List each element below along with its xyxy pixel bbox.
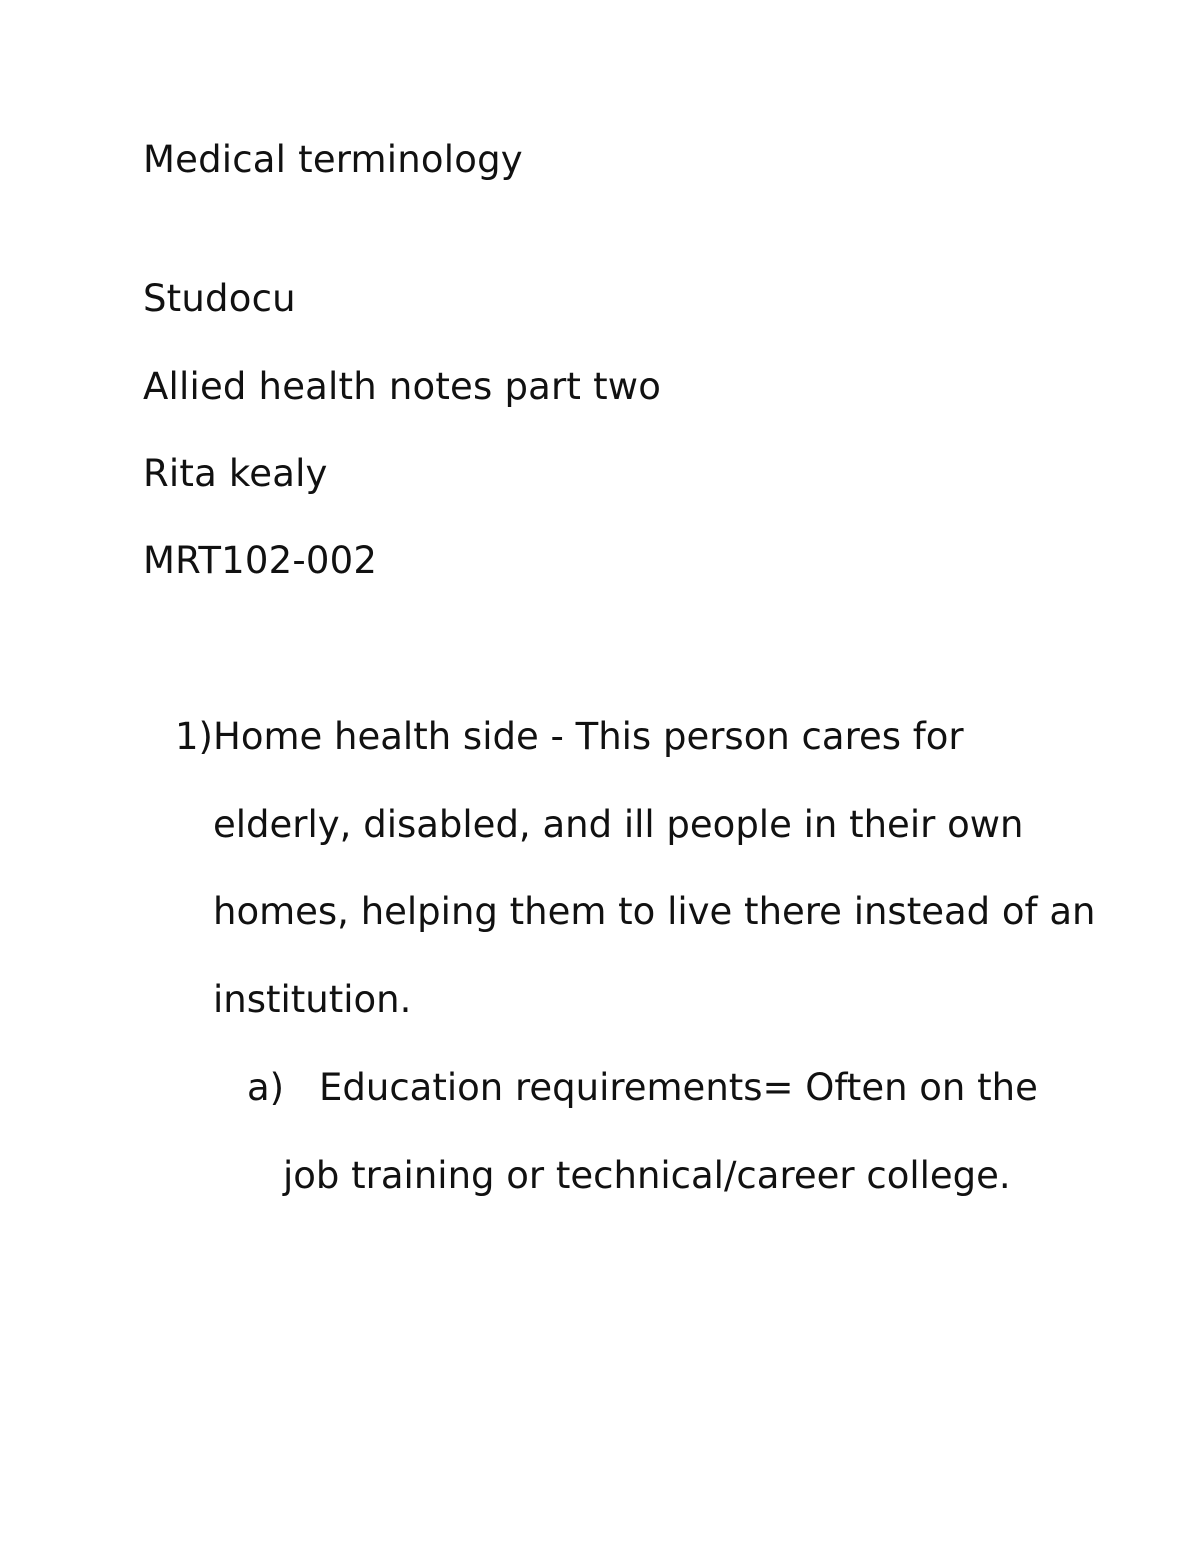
list-item-text: Home health side - This person cares for elderly, disabled, and ill people in their own homes, helping them to live there instead of an institution. [213,715,1096,1021]
sub-list-item-text: Education requirements= Often on the job training or technical/career college. [283,1066,1038,1197]
sub-list-marker: a) [247,1066,285,1109]
document-heading: Medical terminology [143,138,523,181]
author-name: Rita kealy [143,452,328,495]
course-title: Allied health notes part two [143,365,662,408]
school-name: Studocu [143,277,296,320]
course-code: MRT102-002 [143,539,378,582]
list-marker: 1) [175,715,213,758]
